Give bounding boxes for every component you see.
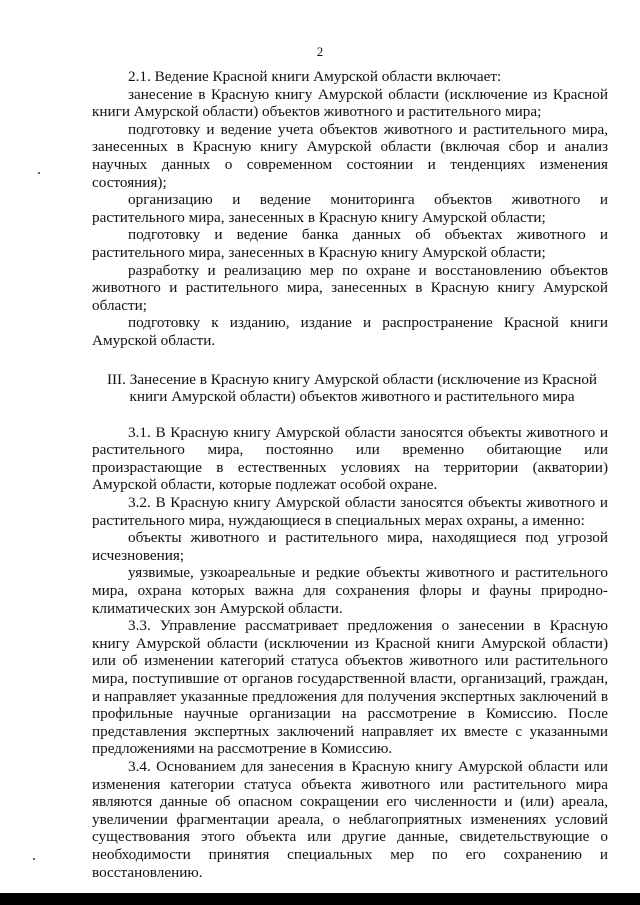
list-item: подготовку и ведение банка данных об объектах животного и растительного мира, занесенных в Красную книгу Амурской области; — [92, 226, 608, 261]
paragraph-3-1: 3.1. В Красную книгу Амурской области заносятся объекты животного и растительного мира, постоянно или временно обитающие или произрастающие в естественных условиях на территории (акватории) Амурской области, которые подлежат особой охране. — [92, 423, 608, 494]
list-item: организацию и ведение мониторинга объектов животного и растительного мира, занесенных в Красную книгу Амурской области; — [92, 191, 608, 226]
scan-bottom-edge — [0, 893, 640, 905]
document-body — [92, 68, 608, 881]
paragraph-2-1: 2.1. Ведение Красной книги Амурской области включает: — [128, 68, 502, 85]
paragraph-3-4: 3.4. Основанием для занесения в Красную книгу Амурской области или изменения категории статуса объекта животного или растительного мира являются данные об опасном сокращении его численности и (или) ареала, увеличении фрагментации ареала, о неблагоприятных изменениях условий существования этого объекта или другие данные, свидетельствующие о необходимости принятия специальных мер по его сохранению и восстановлению. — [92, 757, 608, 881]
list-item: занесение в Красную книгу Амурской области (исключение из Красной книги Амурской области) объектов животного и растительного мира; — [92, 85, 608, 121]
scan-speck — [33, 858, 35, 860]
page-number: 2 — [316, 44, 324, 59]
paragraph-3-3: 3.3. Управление рассматривает предложения о занесении в Красную книгу Амурской области (исключении из Красной книги Амурской области) или об изменении категорий статуса объектов животного или растительного мира, поступившие от органов государственной власти, организаций, граждан, и направляет указанные предложения для получения экспертных заключений в профильные научные организации на рассмотрение в Комиссию. После представления экспертных заключений направляет их вместе с указанными предложениями на рассмотрение в Комиссию. — [92, 617, 608, 758]
list-item: разработку и реализацию мер по охране и восстановлению объектов животного и растительного мира, занесенных в Красную книгу Амурской области; — [92, 261, 608, 314]
paragraph-3-2-b: уязвимые, узкоареальные и редкие объекты животного и растительного мира, охрана которых важна для сохранения флоры и фауны природно-климатических зон Амурской области. — [92, 564, 608, 617]
list-item: подготовку к изданию, издание и распространение Красной книги Амурской области. — [92, 314, 608, 349]
section-3-heading: III. Занесение в Красную книгу Амурской области (исключение из Красной книги Амурской области) объектов животного и растительного мира — [106, 370, 598, 406]
list-item: подготовку и ведение учета объектов животного и растительного мира, занесенных в Красную книгу Амурской области (включая сбор и анализ научных данных о современном состоянии и тенденциях изменения состояния); — [92, 120, 608, 191]
paragraph-3-2-a: объекты животного и растительного мира, находящиеся под угрозой исчезновения; — [92, 529, 608, 564]
paragraph-3-2: 3.2. В Красную книгу Амурской области заносятся объекты животного и растительного мира, нуждающиеся в специальных мерах охраны, а именно: — [92, 494, 608, 529]
scan-speck — [38, 172, 40, 174]
